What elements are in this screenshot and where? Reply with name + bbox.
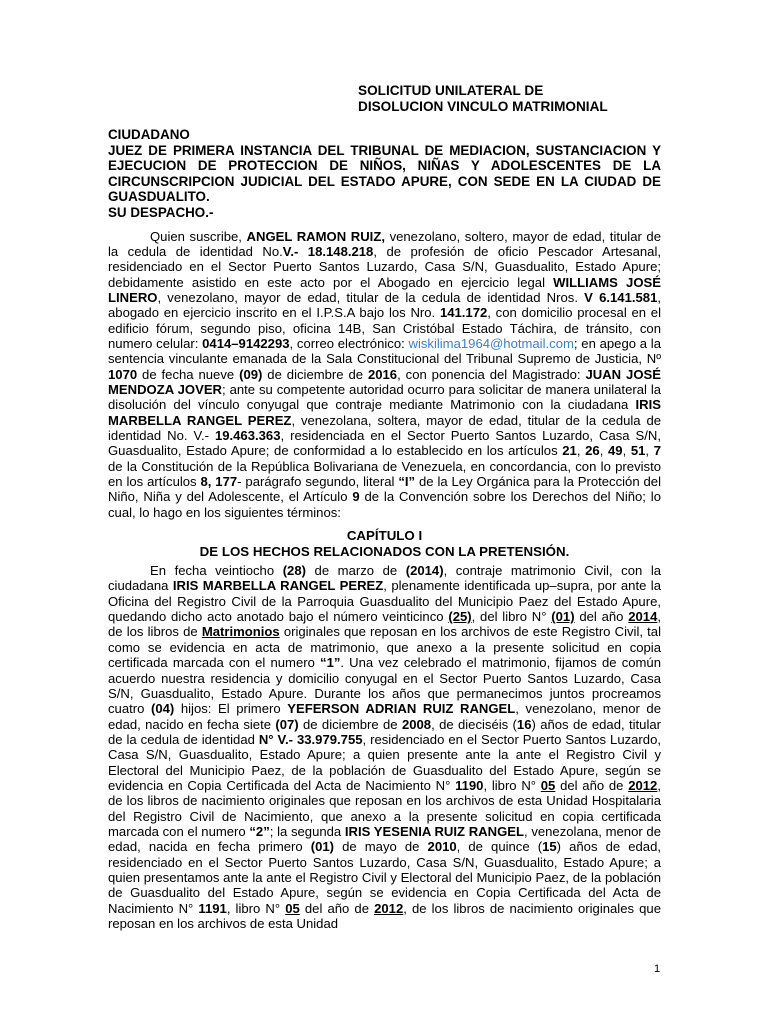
paragraph-facts: En fecha veintiocho (28) de marzo de (2014), contraje matrimonio Civil, con la ciudadana IRIS MARBELLA RANGEL PEREZ, plenamente identificada up–supra, por ante la Oficina del Registro Civil de la Parroquia Guasdualito del Municipio Paez del Estado Apure, quedando dicho acto anotado bajo el número veinticinco (25), del libro N° (01) del año 2014, de los libros de Matrimonios originales que reposan en los archivos de este Registro Civil, tal como se evidencia en acta de matrimonio, que anexo a la presente solicitud en copia certificada marcada con el numero “1”. Una vez celebrado el matrimonio, fijamos de común acuerdo nuestra residencia y domicilio conyugal en el Sector Puerto Santos Luzardo, Casa S/N, Guasdualito, Estado Apure. Durante los años que permanecimos juntos procreamos cuatro (04) hijos: El primero YEFERSON ADRIAN RUIZ RANGEL, venezolano, menor de edad, nacido en fecha siete (07) de diciembre de 2008, de dieciséis (16) años de edad, titular de la cedula de identidad N° V.- 33.979.755, residenciado en el Sector Puerto Santos Luzardo, Casa S/N, Guasdualito, Estado Apure; a quien presente ante la ante el Registro Civil y Electoral del Municipio Paez, de la población de Guasdualito del Estado Apure, según se evidencia en Copia Certificada del Acta de Nacimiento N° 1190, libro N° 05 del año de 2012, de los libros de nacimiento originales que reposan en los archivos de esta Unidad Hospitalaria del Registro Civil de Nacimiento, que anexo a la presente solicitud en copia certificada marcada con el numero “2”; la segunda IRIS YESENIA RUIZ RANGEL, venezolana, menor de edad, nacida en fecha primero (01) de mayo de 2010, de quince (15) años de edad, residenciado en el Sector Puerto Santos Luzardo, Casa S/N, Guasdualito, Estado Apure; a quien presentamos ante la ante el Registro Civil y Electoral del Municipio Paez, de la población de Guasdualito del Estado Apure, según se evidencia en Copia Certificada del Acta de Nacimiento N° 1191, libro N° 05 del año de 2012, de los libros de nacimiento originales que reposan en los archivos de esta Unidad	[108, 563, 662, 931]
document-body	[108, 229, 661, 932]
chapter-title: DE LOS HECHOS RELACIONADOS CON LA PRETENSIÓN.	[199, 543, 570, 559]
paragraph-petition: Quien suscribe, ANGEL RAMON RUIZ, venezolano, soltero, mayor de edad, titular de la cedula de identidad No.V.- 18.148.218, de profesión de oficio Pescador Artesanal, residenciado en el Sector Puerto Santos Luzardo, Casa S/N, Guasdualito, Estado Apure; debidamente asistido en este acto por el Abogado en ejercicio legal WILLIAMS JOSÉ LINERO, venezolano, mayor de edad, titular de la cedula de identidad Nros. V 6.141.581, abogado en ejercicio inscrito en el I.P.S.A bajo los Nro. 141.172, con domicilio procesal en el edificio fórum, segundo piso, oficina 14B, San Cristóbal Estado Táchira, de tránsito, con numero celular: 0414–9142293, correo electrónico: wiskilima1964@hotmail.com; en apego a la sentencia vinculante emanada de la Sala Constitucional del Tribunal Supremo de Justicia, Nº 1070 de fecha nueve (09) de diciembre de 2016, con ponencia del Magistrado: JUAN JOSÉ MENDOZA JOVER; ante su competente autoridad ocurro para solicitar de manera unilateral la disolución del vínculo conyugal que contraje mediante Matrimonio con la ciudadana IRIS MARBELLA RANGEL PEREZ, venezolana, soltera, mayor de edad, titular de la cedula de identidad No. V.- 19.463.363, residenciada en el Sector Puerto Santos Luzardo, Casa S/N, Guasdualito, Estado Apure; de conformidad a lo establecido en los artículos 21, 26, 49, 51, 7 de la Constitución de la República Bolivariana de Venezuela, en concordancia, con lo previsto en los artículos 8, 177- parágrafo segundo, literal “I” de la Ley Orgánica para la Protección del Niño, Niña y del Adolescente, el Artículo 9 de la Convención sobre los Derechos del Niño; lo cual, lo hago en los siguientes términos:	[108, 228, 662, 520]
addressee-closing: SU DESPACHO.-	[108, 204, 214, 220]
document-title	[358, 83, 661, 114]
chapter-heading	[108, 528, 661, 559]
page-number: 1	[654, 963, 661, 975]
addressee-block	[108, 127, 661, 221]
title-line-1: SOLICITUD UNILATERAL DE	[358, 83, 544, 98]
chapter-number: CAPÍTULO I	[346, 528, 423, 544]
title-line-2: DISOLUCION VINCULO MATRIMONIAL	[358, 98, 608, 114]
document-page	[108, 83, 661, 931]
addressee-salutation: CIUDADANO	[108, 127, 190, 142]
addressee-court: JUEZ DE PRIMERA INSTANCIA DEL TRIBUNAL DE MEDIACION, SUSTANCIACION Y EJECUCION DE PROTECCION DE NIÑOS, NIÑAS Y ADOLESCENTES DE LA CIRCUNSCRIPCION JUDICIAL DEL ESTADO APURE, CON SEDE EN LA CIUDAD DE GUASDUALITO.	[108, 142, 661, 205]
email-link[interactable]: wiskilima1964@hotmail.com	[408, 335, 574, 351]
